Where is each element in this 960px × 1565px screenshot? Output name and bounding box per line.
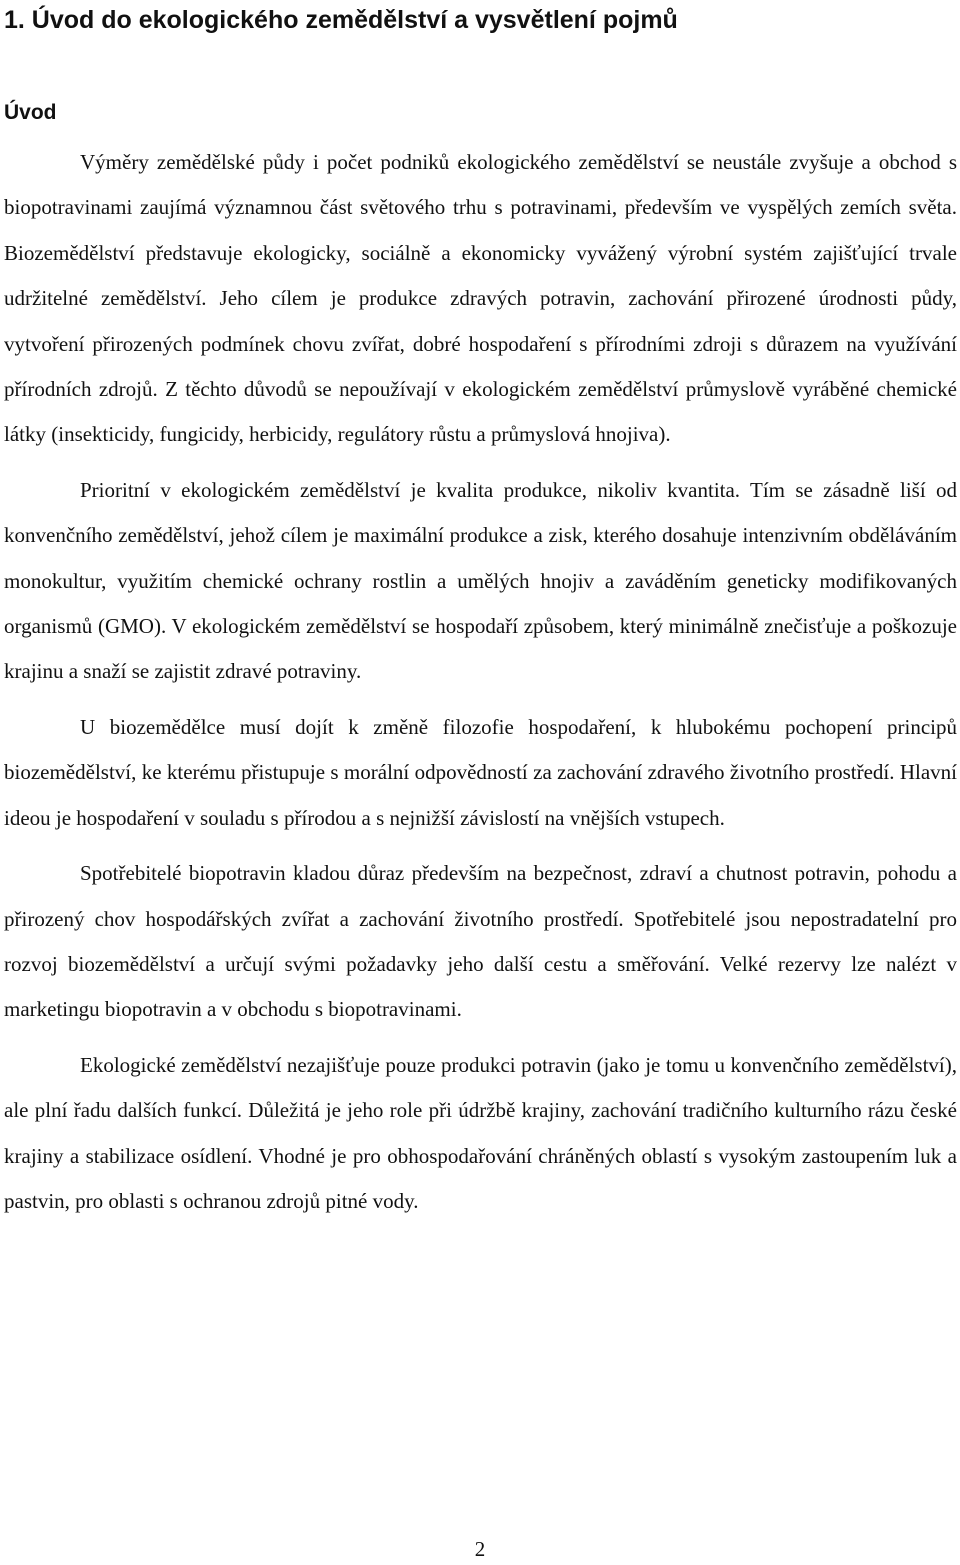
- body-text: [4, 140, 957, 1234]
- paragraph-4: Spotřebitelé biopotravin kladou důraz především na bezpečnost, zdraví a chutnost potravin, pohodu a přirozený chov hospodářských zvířat a zachování životního prostředí. Spotřebitelé jsou nepostradatelní pro rozvoj biozemědělství a určují svými požadavky jeho další cestu a směřování. Velké rezervy lze nalézt v marketingu biopotravin a v obchodu s biopotravinami.: [4, 861, 957, 1022]
- chapter-title: 1. Úvod do ekologického zemědělství a vysvětlení pojmů: [4, 6, 678, 34]
- page-number: 2: [474, 1537, 486, 1561]
- paragraph-5: Ekologické zemědělství nezajišťuje pouze produkci potravin (jako je tomu u konvenčního zemědělství), ale plní řadu dalších funkcí. Důležitá je jeho role při údržbě krajiny, zachování tradičního kulturního rázu české krajiny a stabilizace osídlení. Vhodné je pro obhospodařování chráněných oblastí s vysokým zastoupením luk a pastvin, pro oblasti s ochranou zdrojů pitné vody.: [4, 1052, 957, 1213]
- paragraph-2: Prioritní v ekologickém zemědělství je kvalita produkce, nikoliv kvantita. Tím se zásadně liší od konvenčního zemědělství, jehož cílem je maximální produkce a zisk, kterého dosahuje intenzivním obděláváním monokultur, využitím chemické ochrany rostlin a umělých hnojiv a zaváděním geneticky modifikovaných organismů (GMO). V ekologickém zemědělství se hospodaří způsobem, který minimálně znečisťuje a poškozuje krajinu a snaží se zajistit zdravé potraviny.: [4, 477, 957, 684]
- section-title: Úvod: [4, 101, 57, 124]
- paragraph-1: Výměry zemědělské půdy i počet podniků ekologického zemědělství se neustále zvyšuje a obchod s biopotravinami zaujímá významnou část světového trhu s potravinami, především ve vyspělých zemích světa. Biozemědělství představuje ekologicky, sociálně a ekonomicky vyvážený výrobní systém zajišťující trvale udržitelné zemědělství. Jeho cílem je produkce zdravých potravin, zachování přirozené úrodnosti půdy, vytvoření přirozených podmínek chovu zvířat, dobré hospodaření s přírodními zdroji s důrazem na využívání přírodních zdrojů. Z těchto důvodů se nepoužívají v ekologickém zemědělství průmyslově vyráběné chemické látky (insekticidy, fungicidy, herbicidy, regulátory růstu a průmyslová hnojiva).: [4, 150, 957, 447]
- paragraph-3: U biozemědělce musí dojít k změně filozofie hospodaření, k hlubokému pochopení principů biozemědělství, ke kterému přistupuje s morální odpovědností za zachování zdravého životního prostředí. Hlavní ideou je hospodaření v souladu s přírodou a s nejnižší závislostí na vnějších vstupech.: [4, 714, 957, 830]
